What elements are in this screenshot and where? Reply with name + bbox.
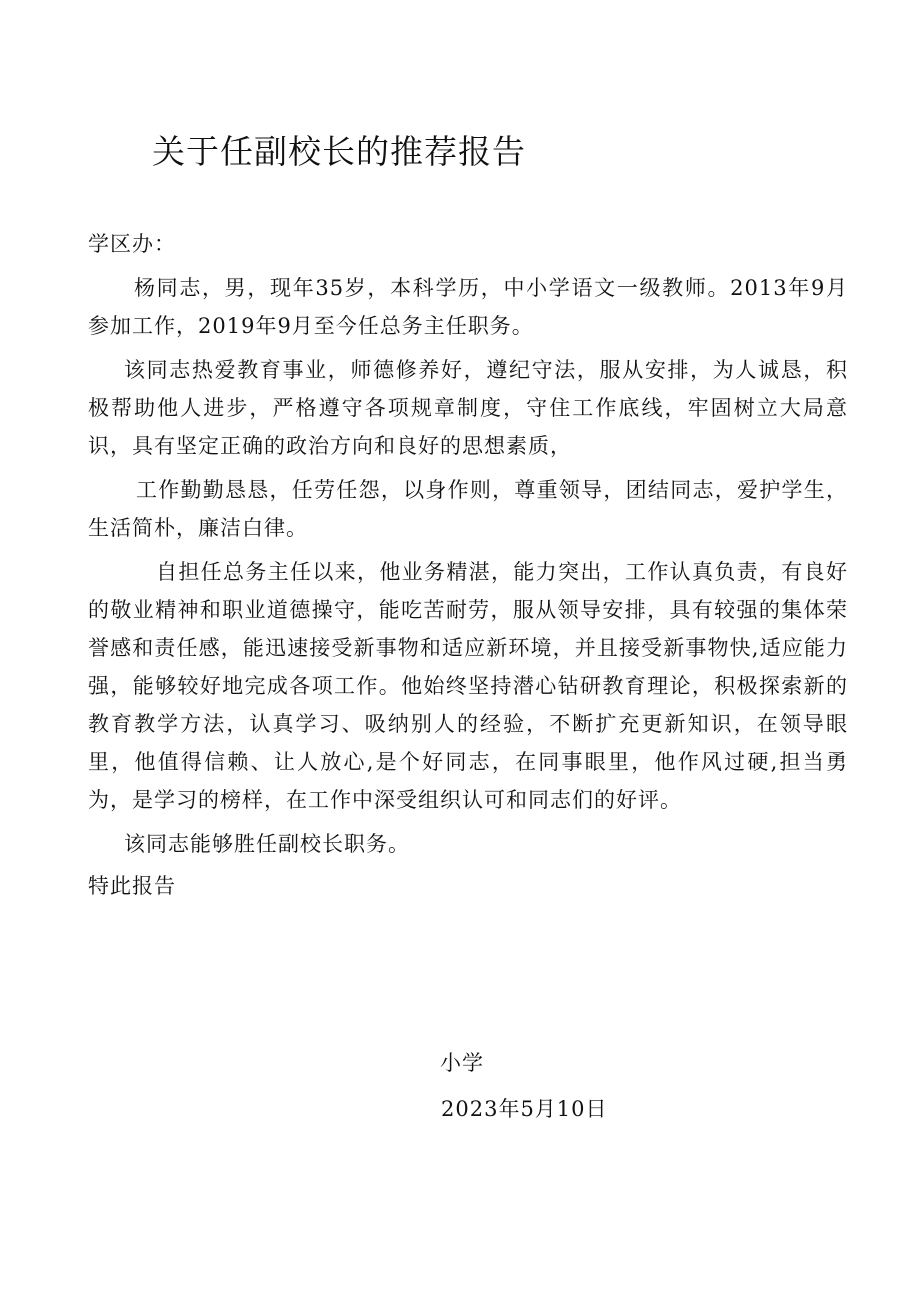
document-title: 关于任副校长的推荐报告 bbox=[152, 132, 526, 171]
paragraph-basic-info: 杨同志，男，现年35岁，本科学历，中小学语文一级教师。2013年9月参加工作，2019年9月至今任总务主任职务。 bbox=[88, 276, 848, 338]
paragraph-work-attitude: 工作勤勤恳恳，任劳任怨，以身作则，尊重领导，团结同志，爱护学生，生活简朴，廉洁白律。 bbox=[88, 478, 848, 540]
signature-school: 小学 bbox=[440, 1051, 484, 1075]
paragraph-conclusion: 该同志能够胜任副校长职务。 bbox=[124, 832, 410, 856]
salutation: 学区办： bbox=[88, 232, 176, 256]
paragraph-performance: 自担任总务主任以来，他业务精湛，能力突出，工作认真负责，有良好的敬业精神和职业道德操守，能吃苦耐劳，服从领导安排，具有较强的集体荣誉感和责任感，能迅速接受新事物和适应新环境，并且接受新事物快,适应能力强，能够较好地完成各项工作。他始终坚持潜心钻研教育理论，积极探索新的教育教学方法，认真学习、吸纳别人的经验，不断扩充更新知识，在领导眼里，他值得信赖、让人放心,是个好同志，在同事眼里，他作风过硬,担当勇为，是学习的榜样，在工作中深受组织认可和同志们的好评。 bbox=[88, 560, 848, 812]
closing-line: 特此报告 bbox=[88, 874, 176, 898]
document-body bbox=[88, 225, 848, 905]
paragraph-character: 该同志热爱教育事业，师德修养好，遵纪守法，服从安排，为人诚恳，积极帮助他人进步，严格遵守各项规章制度，守住工作底线，牢固树立大局意识，具有坚定正确的政治方向和良好的思想素质， bbox=[88, 358, 848, 458]
signature-date: 2023年5月10日 bbox=[441, 1097, 608, 1121]
